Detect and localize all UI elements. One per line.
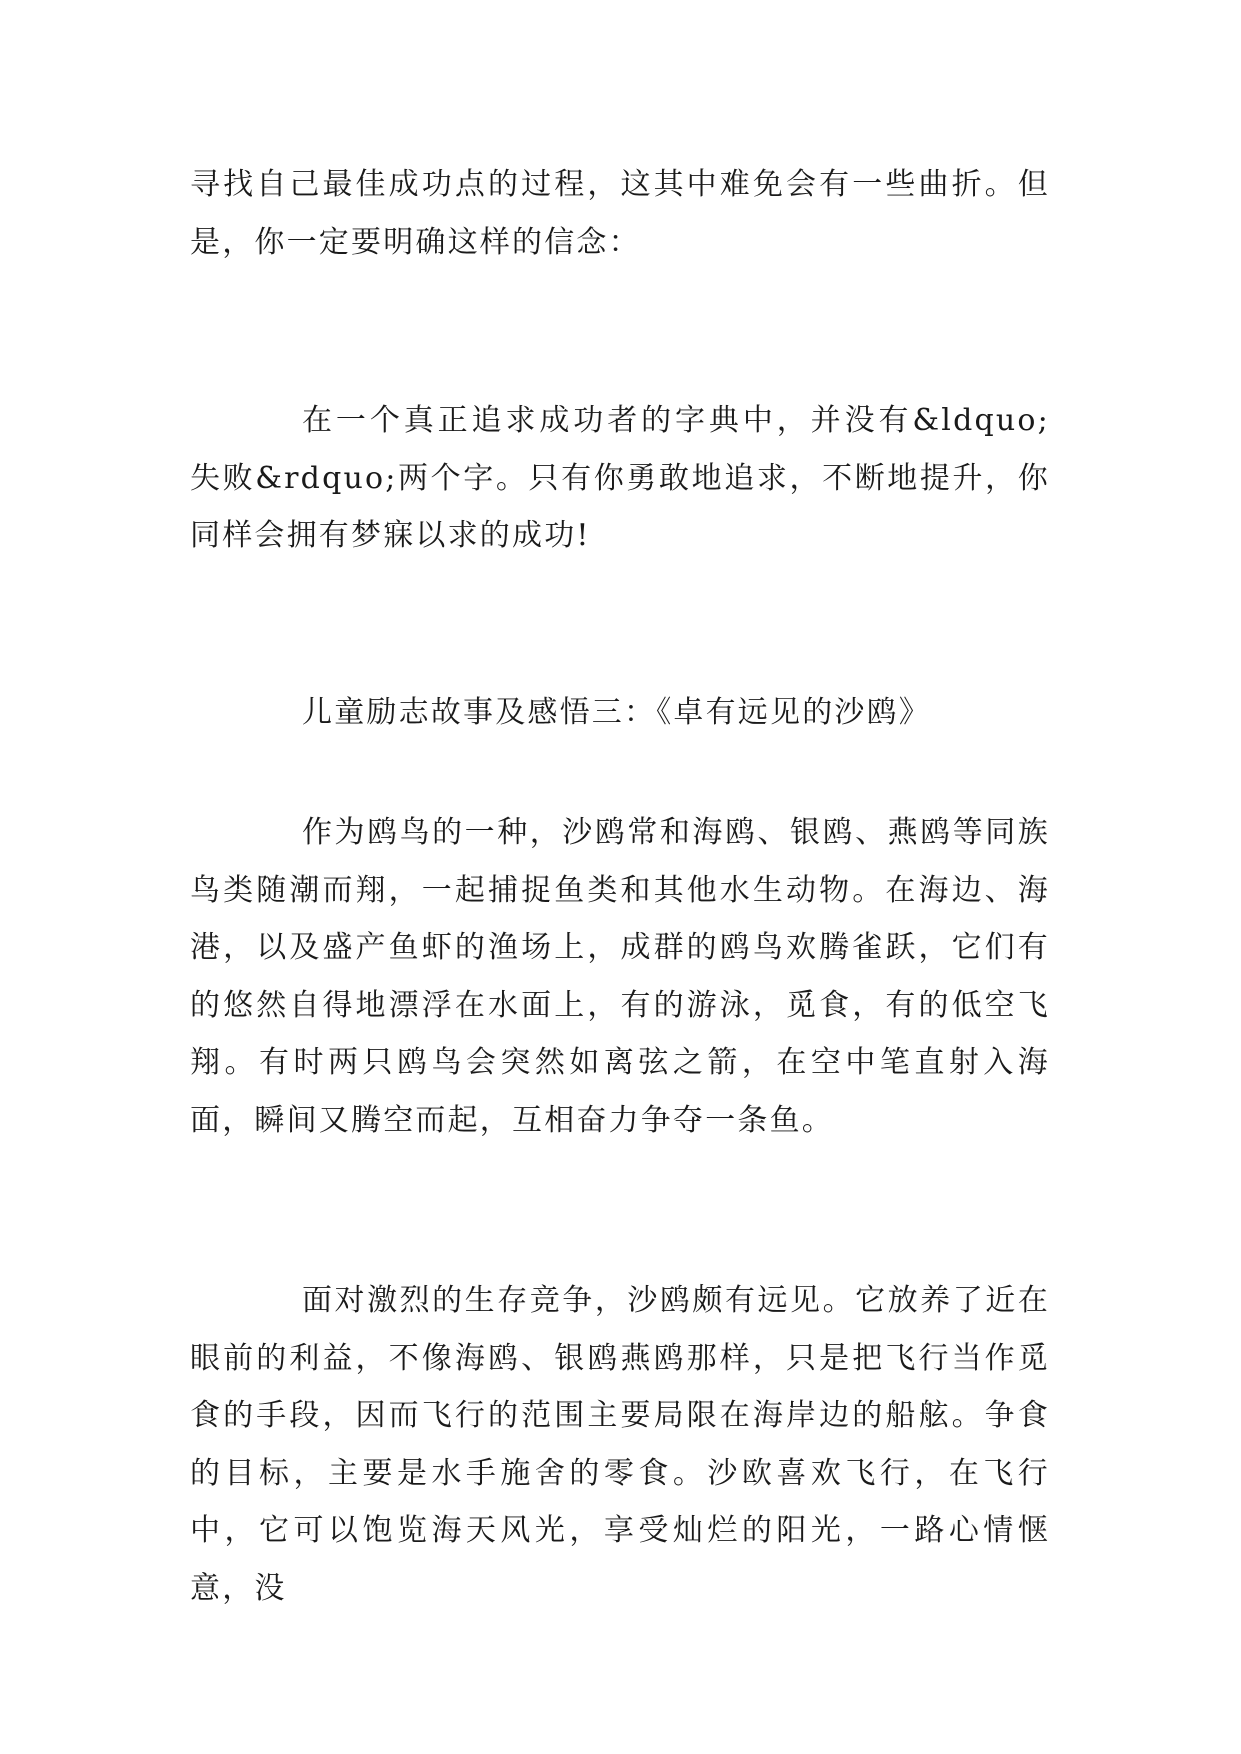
paragraph-seagull-vision: 面对激烈的生存竞争，沙鸥颇有远见。它放养了近在眼前的利益，不像海鸥、银鸥燕鸥那样，只是把飞行当作觅食的手段，因而飞行的范围主要局限在海岸边的船舷。争食的目标，主要是水手施舍的零食。沙欧喜欢飞行，在飞行中，它可以饱览海天风光，享受灿烂的阳光，一路心情惬意，没 — [190, 1283, 1050, 1606]
paragraph-seagull-intro: 作为鸥鸟的一种，沙鸥常和海鸥、银鸥、燕鸥等同族鸟类随潮而翔，一起捕捉鱼类和其他水生动物。在海边、海港，以及盛产鱼虾的渔场上，成群的鸥鸟欢腾雀跃，它们有的悠然自得地漂浮在水面上，有的游泳，觅食，有的低空飞翔。有时两只鸥鸟会突然如离弦之箭，在空中笔直射入海面，瞬间又腾空而起，互相奋力争夺一条鱼。 — [190, 815, 1050, 1138]
paragraph-belief: 在一个真正追求成功者的字典中，并没有&ldquo;失败&rdquo;两个字。只有你勇敢地追求，不断地提升，你同样会拥有梦寐以求的成功! — [190, 403, 1050, 553]
story-heading: 儿童励志故事及感悟三：《卓有远见的沙鸥》 — [302, 695, 931, 730]
paragraph-continuation: 寻找自己最佳成功点的过程，这其中难免会有一些曲折。但是，你一定要明确这样的信念： — [190, 167, 1050, 260]
